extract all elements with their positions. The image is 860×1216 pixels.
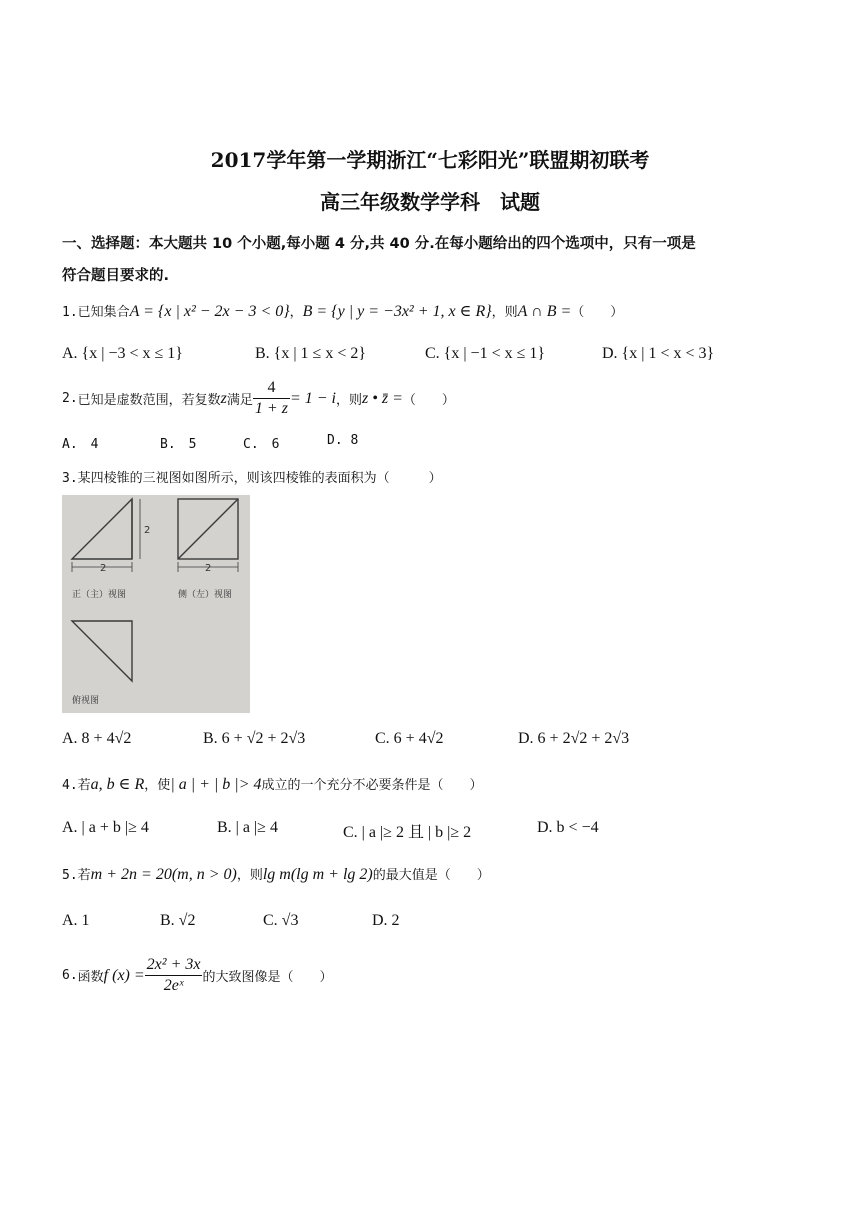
question-number: 4. <box>62 778 78 793</box>
question-text: ， <box>289 305 303 320</box>
question-text: 的大致图像是（ ） <box>202 970 333 985</box>
side-view-label: 侧（左）视图 <box>178 590 233 600</box>
question-number: 5. <box>62 868 78 883</box>
question-text: ，则 <box>336 393 363 408</box>
question-text: （ ） <box>402 393 455 408</box>
page-title: 2017学年第一学期浙江“七彩阳光”联盟期初联考 <box>210 148 650 172</box>
option-b: B. 6 + √2 + 2√3 <box>203 730 306 747</box>
option-c: C. 6 <box>243 437 280 452</box>
option-b: B. √2 <box>160 912 196 929</box>
question-number: 1. <box>62 305 78 320</box>
math-expression: A = {x | x² − 2x − 3 < 0} <box>129 303 290 320</box>
fraction-numerator: 4 <box>253 378 290 399</box>
option-c: C. {x | −1 < x ≤ 1} <box>425 345 546 362</box>
option-c: C. 6 + 4√2 <box>375 730 444 747</box>
fraction <box>145 955 203 996</box>
question-5 <box>62 864 490 884</box>
question-3 <box>62 467 442 486</box>
math-expression: B = {y | y = −3x² + 1, x ∈ R} <box>302 303 492 320</box>
section-instructions-line2: 符合题目要求的. <box>62 268 170 284</box>
question-text: 已知是虚数范围，若复数 <box>77 393 221 408</box>
fraction <box>253 378 290 419</box>
question-text: 满足 <box>226 393 253 408</box>
option-b: B. 5 <box>160 437 197 452</box>
math-var: z <box>220 389 227 407</box>
option-a: A. 4 <box>62 437 99 452</box>
question-text: （ ） <box>571 305 624 320</box>
question-text: 函数 <box>77 970 104 985</box>
option-d: D. b < −4 <box>537 819 599 836</box>
fraction-denominator: 1 + z <box>254 400 288 417</box>
math-expression: m + 2n = 20(m, n > 0) <box>90 866 237 883</box>
option-a: A. 1 <box>62 912 90 929</box>
math-expression: A ∩ B = <box>517 303 572 320</box>
math-expression: = 1 − i <box>289 389 336 407</box>
math-expression: a, b ∈ R <box>90 776 145 793</box>
question-text: 若 <box>77 868 91 883</box>
section-instructions-line1: 一、选择题：本大题共 10 个小题,每小题 4 分,共 40 分.在每小题给出的四个选项中，只有一项是 <box>62 236 696 252</box>
three-view-drawing <box>62 495 250 713</box>
question-number: 6. <box>62 968 78 983</box>
question-text: 若 <box>77 778 91 793</box>
three-view-figure <box>62 495 250 713</box>
option-c: C. | a |≥ 2 且 | b |≥ 2 <box>343 824 472 841</box>
option-d: D. 6 + 2√2 + 2√3 <box>518 730 630 747</box>
dimension-label: 2 <box>100 563 107 574</box>
dimension-label: 2 <box>205 563 212 574</box>
question-2 <box>62 378 455 419</box>
question-number: 2. <box>62 391 78 406</box>
question-text: 已知集合 <box>77 305 130 320</box>
question-text: 的最大值是（ ） <box>372 868 490 883</box>
math-expression: z • z̄ = <box>362 389 403 407</box>
front-view-label: 正（主）视图 <box>72 590 127 600</box>
page-subtitle: 高三年级数学学科 试题 <box>320 190 540 214</box>
dimension-label: 2 <box>144 525 151 536</box>
option-d: D. 2 <box>372 912 400 929</box>
question-6 <box>62 955 332 996</box>
question-text: ，则 <box>236 868 263 883</box>
option-d: D. {x | 1 < x < 3} <box>602 345 715 362</box>
question-number: 3. <box>62 471 78 486</box>
question-text: ，使 <box>144 778 171 793</box>
fraction-numerator: 2x² + 3x <box>145 955 203 976</box>
option-a: A. 8 + 4√2 <box>62 730 132 747</box>
option-a: A. | a + b |≥ 4 <box>62 819 149 836</box>
math-expression: | a | + | b |> 4 <box>170 776 262 793</box>
question-text: 某四棱锥的三视图如图所示，则该四棱锥的表面积为（ ） <box>77 471 442 486</box>
fraction-denominator: 2eˣ <box>163 977 184 994</box>
option-a: A. {x | −3 < x ≤ 1} <box>62 345 183 362</box>
question-4 <box>62 774 483 794</box>
option-c: C. √3 <box>263 912 299 929</box>
math-expression: f (x) = <box>103 966 145 984</box>
option-d: D. 8 <box>327 433 359 448</box>
option-b: B. | a |≥ 4 <box>217 819 278 836</box>
top-view-label: 俯视图 <box>72 696 100 706</box>
math-expression: lg m(lg m + lg 2) <box>262 866 373 883</box>
question-text: ，则 <box>491 305 518 320</box>
question-1 <box>62 301 623 321</box>
question-text: 成立的一个充分不必要条件是（ ） <box>261 778 483 793</box>
option-b: B. {x | 1 ≤ x < 2} <box>255 345 367 362</box>
